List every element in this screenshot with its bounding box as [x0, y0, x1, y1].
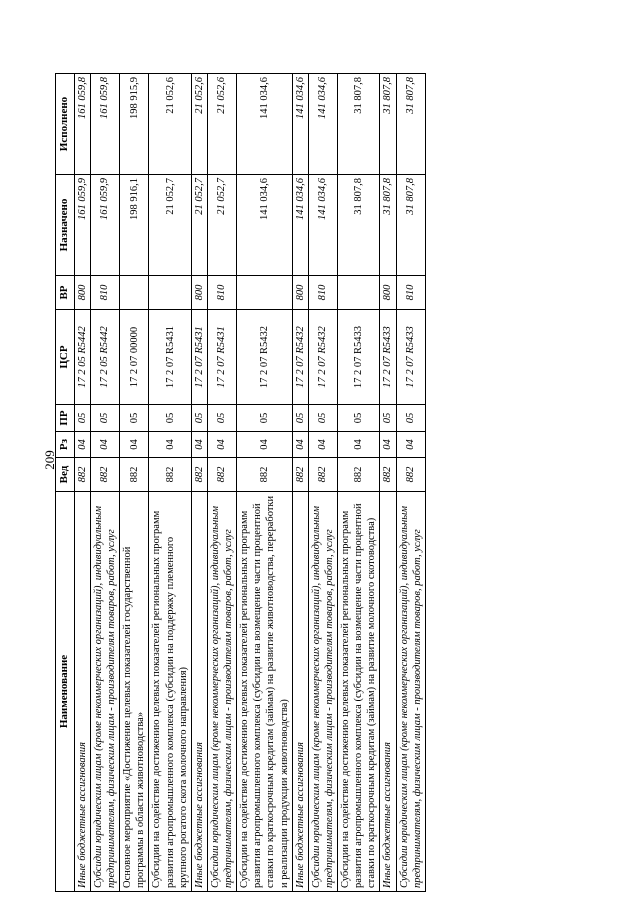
cell-name: Субсидии юридическим лицам (кроме некоммерческих организаций), индивидуальным предпринимателям, физическим лицам - производителям товаров, работ, услуг: [90, 492, 119, 892]
cell-pr: 05: [308, 405, 337, 432]
table-row: [191, 74, 207, 892]
cell-name: Субсидии юридическим лицам (кроме некоммерческих организаций), индивидуальным предпринимателям, физическим лицам - производителям товаров, работ, услуг: [308, 492, 337, 892]
cell-executed: 161 059,8: [74, 74, 90, 175]
cell-pr: 05: [207, 405, 236, 432]
table-body: [74, 74, 425, 892]
header-pr: ПР: [56, 405, 75, 432]
cell-rz: 04: [207, 432, 236, 458]
cell-ved: 882: [292, 458, 308, 492]
cell-executed: 21 052,6: [149, 74, 191, 175]
cell-csr: 17 2 07 R5431: [149, 310, 191, 405]
cell-vr: 810: [207, 276, 236, 310]
cell-csr: 17 2 07 R5433: [380, 310, 396, 405]
cell-assigned: 31 807,8: [380, 175, 396, 276]
header-executed: Исполнено: [56, 74, 75, 175]
header-ved: Вед: [56, 458, 75, 492]
cell-assigned: 31 807,8: [396, 175, 425, 276]
cell-ved: 882: [338, 458, 380, 492]
cell-assigned: 21 052,7: [149, 175, 191, 276]
cell-name: Иные бюджетные ассигнования: [74, 492, 90, 892]
table-row: [149, 74, 191, 892]
cell-rz: 04: [308, 432, 337, 458]
cell-name: Субсидии на содействие достижению целевых показателей региональных программ развития агропромышленного комплекса (субсидии на возмещение части процентной ставки по краткосрочным кредитам (займам) на развитие животноводства, переработки и реализации продукции животноводства): [237, 492, 293, 892]
cell-rz: 04: [74, 432, 90, 458]
cell-assigned: 161 059,9: [74, 175, 90, 276]
cell-ved: 882: [191, 458, 207, 492]
cell-csr: 17 2 07 R5431: [207, 310, 236, 405]
cell-csr: 17 2 07 00000: [120, 310, 149, 405]
cell-ved: 882: [149, 458, 191, 492]
cell-pr: 05: [149, 405, 191, 432]
cell-executed: 141 034,6: [237, 74, 293, 175]
cell-ved: 882: [380, 458, 396, 492]
cell-pr: 05: [292, 405, 308, 432]
cell-executed: 21 052,6: [191, 74, 207, 175]
cell-name: Субсидии юридическим лицам (кроме некоммерческих организаций), индивидуальным предпринимателям, физическим лицам - производителям товаров, работ, услуг: [396, 492, 425, 892]
cell-ved: 882: [308, 458, 337, 492]
cell-pr: 05: [74, 405, 90, 432]
cell-csr: 17 2 07 R5432: [308, 310, 337, 405]
cell-csr: 17 2 07 R5433: [396, 310, 425, 405]
cell-executed: 31 807,8: [396, 74, 425, 175]
cell-vr: 800: [292, 276, 308, 310]
cell-ved: 882: [90, 458, 119, 492]
cell-rz: 04: [380, 432, 396, 458]
cell-pr: 05: [338, 405, 380, 432]
cell-assigned: 141 034,6: [292, 175, 308, 276]
cell-vr: [237, 276, 293, 310]
cell-executed: 161 059,8: [90, 74, 119, 175]
cell-ved: 882: [237, 458, 293, 492]
table-header-row: [56, 74, 75, 892]
cell-pr: 05: [380, 405, 396, 432]
cell-name: Иные бюджетные ассигнования: [191, 492, 207, 892]
cell-ved: 882: [396, 458, 425, 492]
header-csr: ЦСР: [56, 310, 75, 405]
cell-csr: 17 2 05 R5442: [90, 310, 119, 405]
cell-assigned: 198 916,1: [120, 175, 149, 276]
table-row: [120, 74, 149, 892]
cell-assigned: 141 034,6: [237, 175, 293, 276]
cell-rz: 04: [120, 432, 149, 458]
cell-name: Иные бюджетные ассигнования: [292, 492, 308, 892]
table-row: [308, 74, 337, 892]
cell-csr: 17 2 07 R5431: [191, 310, 207, 405]
table-row: [338, 74, 380, 892]
cell-csr: 17 2 05 R5442: [74, 310, 90, 405]
cell-executed: 31 807,8: [380, 74, 396, 175]
table-row: [207, 74, 236, 892]
cell-vr: 800: [74, 276, 90, 310]
cell-assigned: 141 034,6: [308, 175, 337, 276]
cell-pr: 05: [396, 405, 425, 432]
cell-ved: 882: [74, 458, 90, 492]
cell-rz: 04: [396, 432, 425, 458]
cell-executed: 141 034,6: [308, 74, 337, 175]
table-row: [90, 74, 119, 892]
cell-vr: 810: [396, 276, 425, 310]
cell-assigned: 31 807,8: [338, 175, 380, 276]
header-assigned: Назначено: [56, 175, 75, 276]
table-row: [380, 74, 396, 892]
cell-csr: 17 2 07 R5432: [292, 310, 308, 405]
cell-assigned: 161 059,9: [90, 175, 119, 276]
cell-executed: 31 807,8: [338, 74, 380, 175]
header-name: Наименование: [56, 492, 75, 892]
cell-rz: 04: [149, 432, 191, 458]
cell-vr: 800: [380, 276, 396, 310]
table-row: [237, 74, 293, 892]
cell-rz: 04: [292, 432, 308, 458]
cell-csr: 17 2 07 R5433: [338, 310, 380, 405]
cell-pr: 05: [191, 405, 207, 432]
cell-executed: 21 052,6: [207, 74, 236, 175]
cell-vr: 800: [191, 276, 207, 310]
cell-name: Основное мероприятие «Достижение целевых показателей государственной программы в области животноводства»: [120, 492, 149, 892]
header-rz: Рз: [56, 432, 75, 458]
cell-executed: 141 034,6: [292, 74, 308, 175]
cell-name: Иные бюджетные ассигнования: [380, 492, 396, 892]
header-vr: ВР: [56, 276, 75, 310]
cell-csr: 17 2 07 R5432: [237, 310, 293, 405]
cell-pr: 05: [90, 405, 119, 432]
table-row: [292, 74, 308, 892]
cell-rz: 04: [338, 432, 380, 458]
rotated-table-container: [55, 74, 575, 892]
cell-vr: [149, 276, 191, 310]
cell-assigned: 21 052,7: [207, 175, 236, 276]
cell-executed: 198 915,9: [120, 74, 149, 175]
cell-name: Субсидии юридическим лицам (кроме некоммерческих организаций), индивидуальным предпринимателям, физическим лицам - производителям товаров, работ, услуг: [207, 492, 236, 892]
cell-pr: 05: [120, 405, 149, 432]
cell-rz: 04: [237, 432, 293, 458]
budget-table: [55, 73, 426, 892]
cell-assigned: 21 052,7: [191, 175, 207, 276]
page-number: 209: [41, 450, 57, 470]
cell-vr: 810: [90, 276, 119, 310]
cell-name: Субсидии на содействие достижению целевых показателей региональных программ развития агропромышленного комплекса (субсидии на возмещение части процентной ставки по краткосрочным кредитам (займам) на развитие молочного скотоводства): [338, 492, 380, 892]
cell-vr: [120, 276, 149, 310]
cell-vr: 810: [308, 276, 337, 310]
cell-ved: 882: [120, 458, 149, 492]
table-row: [396, 74, 425, 892]
table-row: [74, 74, 90, 892]
cell-ved: 882: [207, 458, 236, 492]
cell-rz: 04: [90, 432, 119, 458]
cell-vr: [338, 276, 380, 310]
cell-rz: 04: [191, 432, 207, 458]
cell-pr: 05: [237, 405, 293, 432]
cell-name: Субсидии на содействие достижению целевых показателей региональных программ развития агропромышленного комплекса (субсидии на поддержку племенного крупного рогатого скота молочного направления): [149, 492, 191, 892]
